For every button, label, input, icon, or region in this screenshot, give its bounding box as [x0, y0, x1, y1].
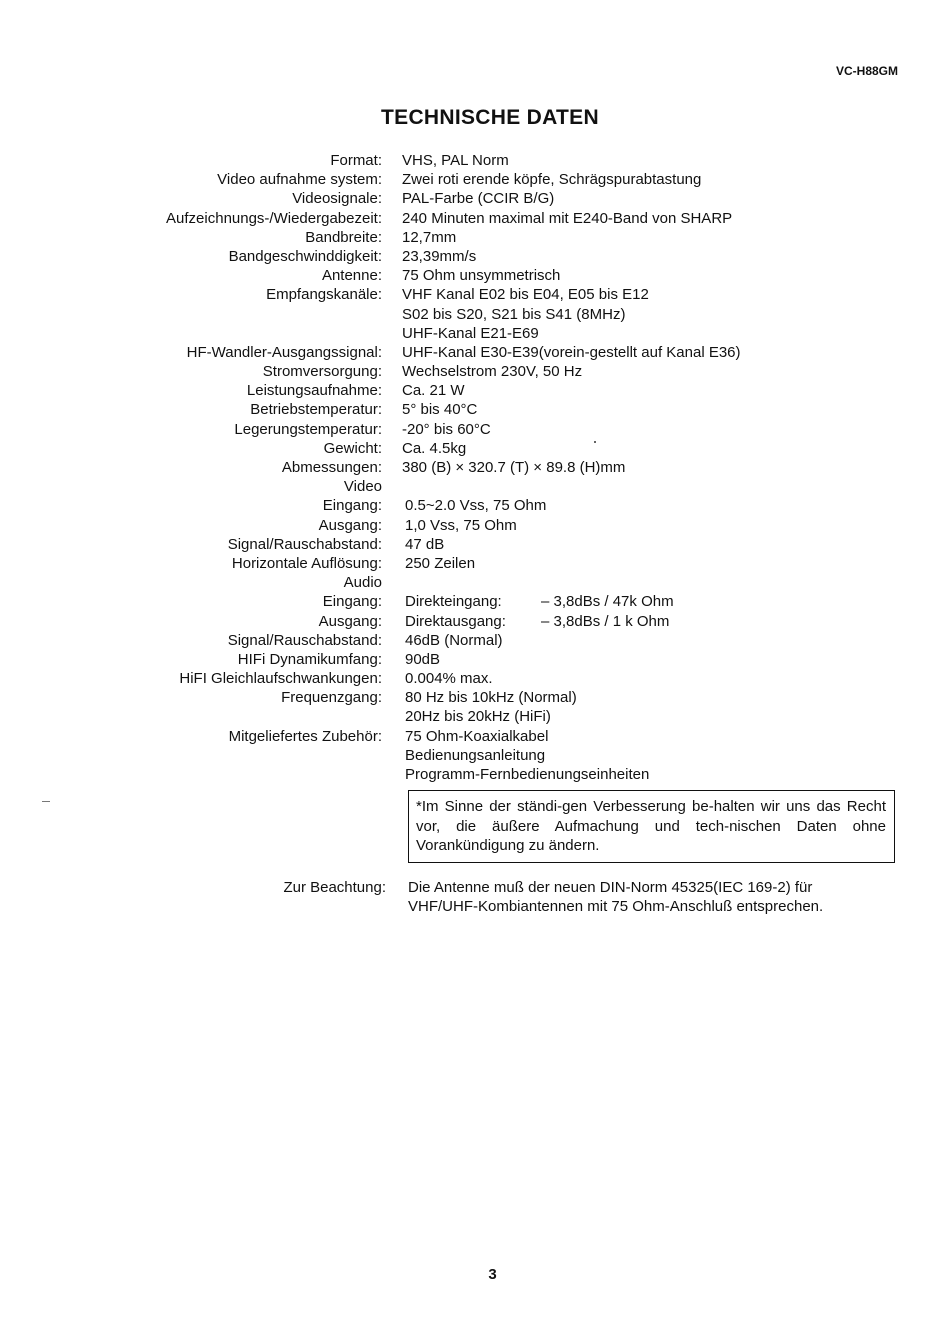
spec-value: 380 (B) × 320.7 (T) × 89.8 (H)mm [402, 459, 626, 476]
note-label: Zur Beachtung: [283, 879, 386, 896]
spec-label: Empfangskanäle: [266, 286, 382, 304]
spec-row [0, 592, 950, 611]
spec-label: Ausgang: [318, 516, 382, 534]
spec-label: Stromversorgung: [262, 363, 382, 381]
note-row [0, 878, 950, 916]
spec-row [0, 324, 950, 343]
spec-label [0, 746, 382, 765]
spec-value: 0.004% max. [405, 670, 493, 688]
spec-value: 240 Minuten maximal mit E240-Band von SHARP [402, 209, 733, 227]
spec-value: Ca. 4.5kg [402, 439, 467, 457]
spec-label: Format: [330, 152, 382, 169]
spec-label: Bandbreite: [305, 228, 382, 246]
spec-row [0, 362, 950, 381]
page-title: TECHNISCHE DATEN [381, 106, 599, 129]
spec-row [0, 554, 950, 573]
spec-row [0, 477, 950, 496]
spec-row [0, 266, 950, 285]
spec-row [0, 189, 950, 208]
spec-table [0, 151, 950, 784]
spec-value-part: – 3,8dBs / 47k Ohm [541, 593, 674, 611]
spec-row [0, 573, 950, 592]
spec-value: 90dB [405, 650, 441, 668]
spec-value: 5° bis 40°C [402, 401, 478, 419]
spec-label: HF-Wandler-Ausgangssignal: [186, 343, 382, 361]
spec-value: 80 Hz bis 10kHz (Normal) [405, 689, 577, 707]
margin-mark [42, 801, 50, 802]
spec-label: Audio [343, 574, 382, 592]
spec-value: UHF-Kanal E30-E39(vorein-gestellt auf Kanal E36) [402, 343, 741, 361]
spec-row [0, 400, 950, 419]
spec-value: 75 Ohm-Koaxialkabel [405, 727, 549, 745]
spec-value: 46dB (Normal) [405, 631, 503, 649]
spec-row [0, 688, 950, 707]
spec-label: HIFi Dynamikumfang: [237, 650, 382, 668]
spec-value: 47 dB [405, 535, 445, 553]
spec-value: UHF-Kanal E21-E69 [402, 324, 539, 342]
spec-row [0, 765, 950, 784]
spec-value: Bedienungsanleitung [405, 746, 546, 764]
spec-value: 75 Ohm unsymmetrisch [402, 267, 561, 285]
spec-label: Legerungstemperatur: [234, 420, 382, 438]
spec-label: Signal/Rauschabstand: [227, 535, 382, 553]
spec-label: Horizontale Auflösung: [231, 554, 382, 572]
spec-value: 20Hz bis 20kHz (HiFi) [405, 708, 551, 726]
spec-value: Wechselstrom 230V, 50 Hz [402, 363, 583, 381]
spec-row [0, 458, 950, 477]
spec-label [0, 707, 382, 726]
spec-value: -20° bis 60°C [402, 420, 491, 438]
spec-label [0, 324, 382, 343]
spec-value: VHF Kanal E02 bis E04, E05 bis E12 [402, 286, 649, 304]
spec-value: Programm-Fernbedienungseinheiten [405, 766, 650, 783]
spec-row [0, 612, 950, 631]
spec-label: Antenne: [321, 267, 382, 285]
spec-row [0, 247, 950, 266]
spec-row [0, 746, 950, 765]
spec-label [0, 305, 382, 324]
spec-label: Videosignale: [292, 190, 382, 208]
spec-row [0, 707, 950, 726]
spec-row [0, 420, 950, 439]
spec-label: Bandgeschwinddigkeit: [228, 247, 382, 265]
spec-row [0, 381, 950, 400]
spec-label: Ausgang: [318, 612, 382, 630]
spec-value: 12,7mm [402, 228, 457, 246]
spec-row [0, 170, 950, 189]
spec-value: S02 bis S20, S21 bis S41 (8MHz) [402, 305, 626, 323]
spec-row [0, 669, 950, 688]
spec-value: Ca. 21 W [402, 382, 465, 400]
spec-value [382, 612, 669, 631]
spec-row [0, 285, 950, 304]
spec-label: Signal/Rauschabstand: [227, 631, 382, 649]
spec-label: Leistungsaufnahme: [246, 382, 382, 400]
spec-row [0, 305, 950, 324]
spec-value [382, 477, 402, 496]
spec-row [0, 343, 950, 362]
spec-label: Mitgeliefertes Zubehör: [228, 727, 382, 745]
spec-row [0, 516, 950, 535]
spec-label: Eingang: [322, 593, 382, 611]
spec-row [0, 535, 950, 554]
spec-row [0, 439, 950, 458]
spec-row [0, 496, 950, 515]
notice-box: *Im Sinne der ständi-gen Verbesserung be-halten wir uns das Recht vor, die äußere Aufmachung und tech-nischen Daten ohne Vorankündigung zu ändern. [408, 790, 895, 863]
spec-label: HiFI Gleichlaufschwankungen: [179, 670, 382, 688]
spec-label: Frequenzgang: [281, 689, 382, 707]
spec-value: 250 Zeilen [405, 554, 476, 572]
spec-row [0, 209, 950, 228]
note-text: Die Antenne muß der neuen DIN-Norm 45325(IEC 169-2) für VHF/UHF-Kombiantennen mit 75 Ohm-Anschluß entsprechen. [408, 879, 824, 915]
spec-value [382, 592, 674, 611]
spec-label: Abmessungen: [281, 459, 382, 476]
model-number: VC-H88GM [835, 64, 898, 78]
spec-value: VHS, PAL Norm [402, 152, 509, 169]
spec-label: Gewicht: [323, 439, 382, 457]
spec-row [0, 727, 950, 746]
spec-label: Aufzeichnungs-/Wiedergabezeit: [166, 209, 382, 227]
spec-row [0, 650, 950, 669]
spec-value-part: Direkteingang: [405, 593, 502, 611]
spec-label [0, 765, 382, 784]
spec-label: Eingang: [322, 497, 382, 515]
spec-value [382, 573, 405, 592]
spec-value: 0.5~2.0 Vss, 75 Ohm [405, 497, 547, 515]
spec-value: 1,0 Vss, 75 Ohm [405, 516, 517, 534]
spec-row [0, 151, 950, 170]
spec-value: 23,39mm/s [402, 247, 477, 265]
spec-label: Video aufnahme system: [217, 171, 382, 189]
scan-speck [594, 441, 596, 443]
spec-label: Video [343, 478, 382, 496]
page-number: 3 [488, 1266, 497, 1283]
spec-label: Betriebstemperatur: [250, 401, 382, 419]
spec-value: Zwei roti erende köpfe, Schrägspurabtastung [402, 171, 702, 189]
spec-row [0, 228, 950, 247]
spec-row [0, 631, 950, 650]
spec-value-part: – 3,8dBs / 1 k Ohm [541, 612, 670, 630]
spec-value: PAL-Farbe (CCIR B/G) [402, 190, 555, 208]
spec-value-part: Direktausgang: [405, 612, 506, 630]
